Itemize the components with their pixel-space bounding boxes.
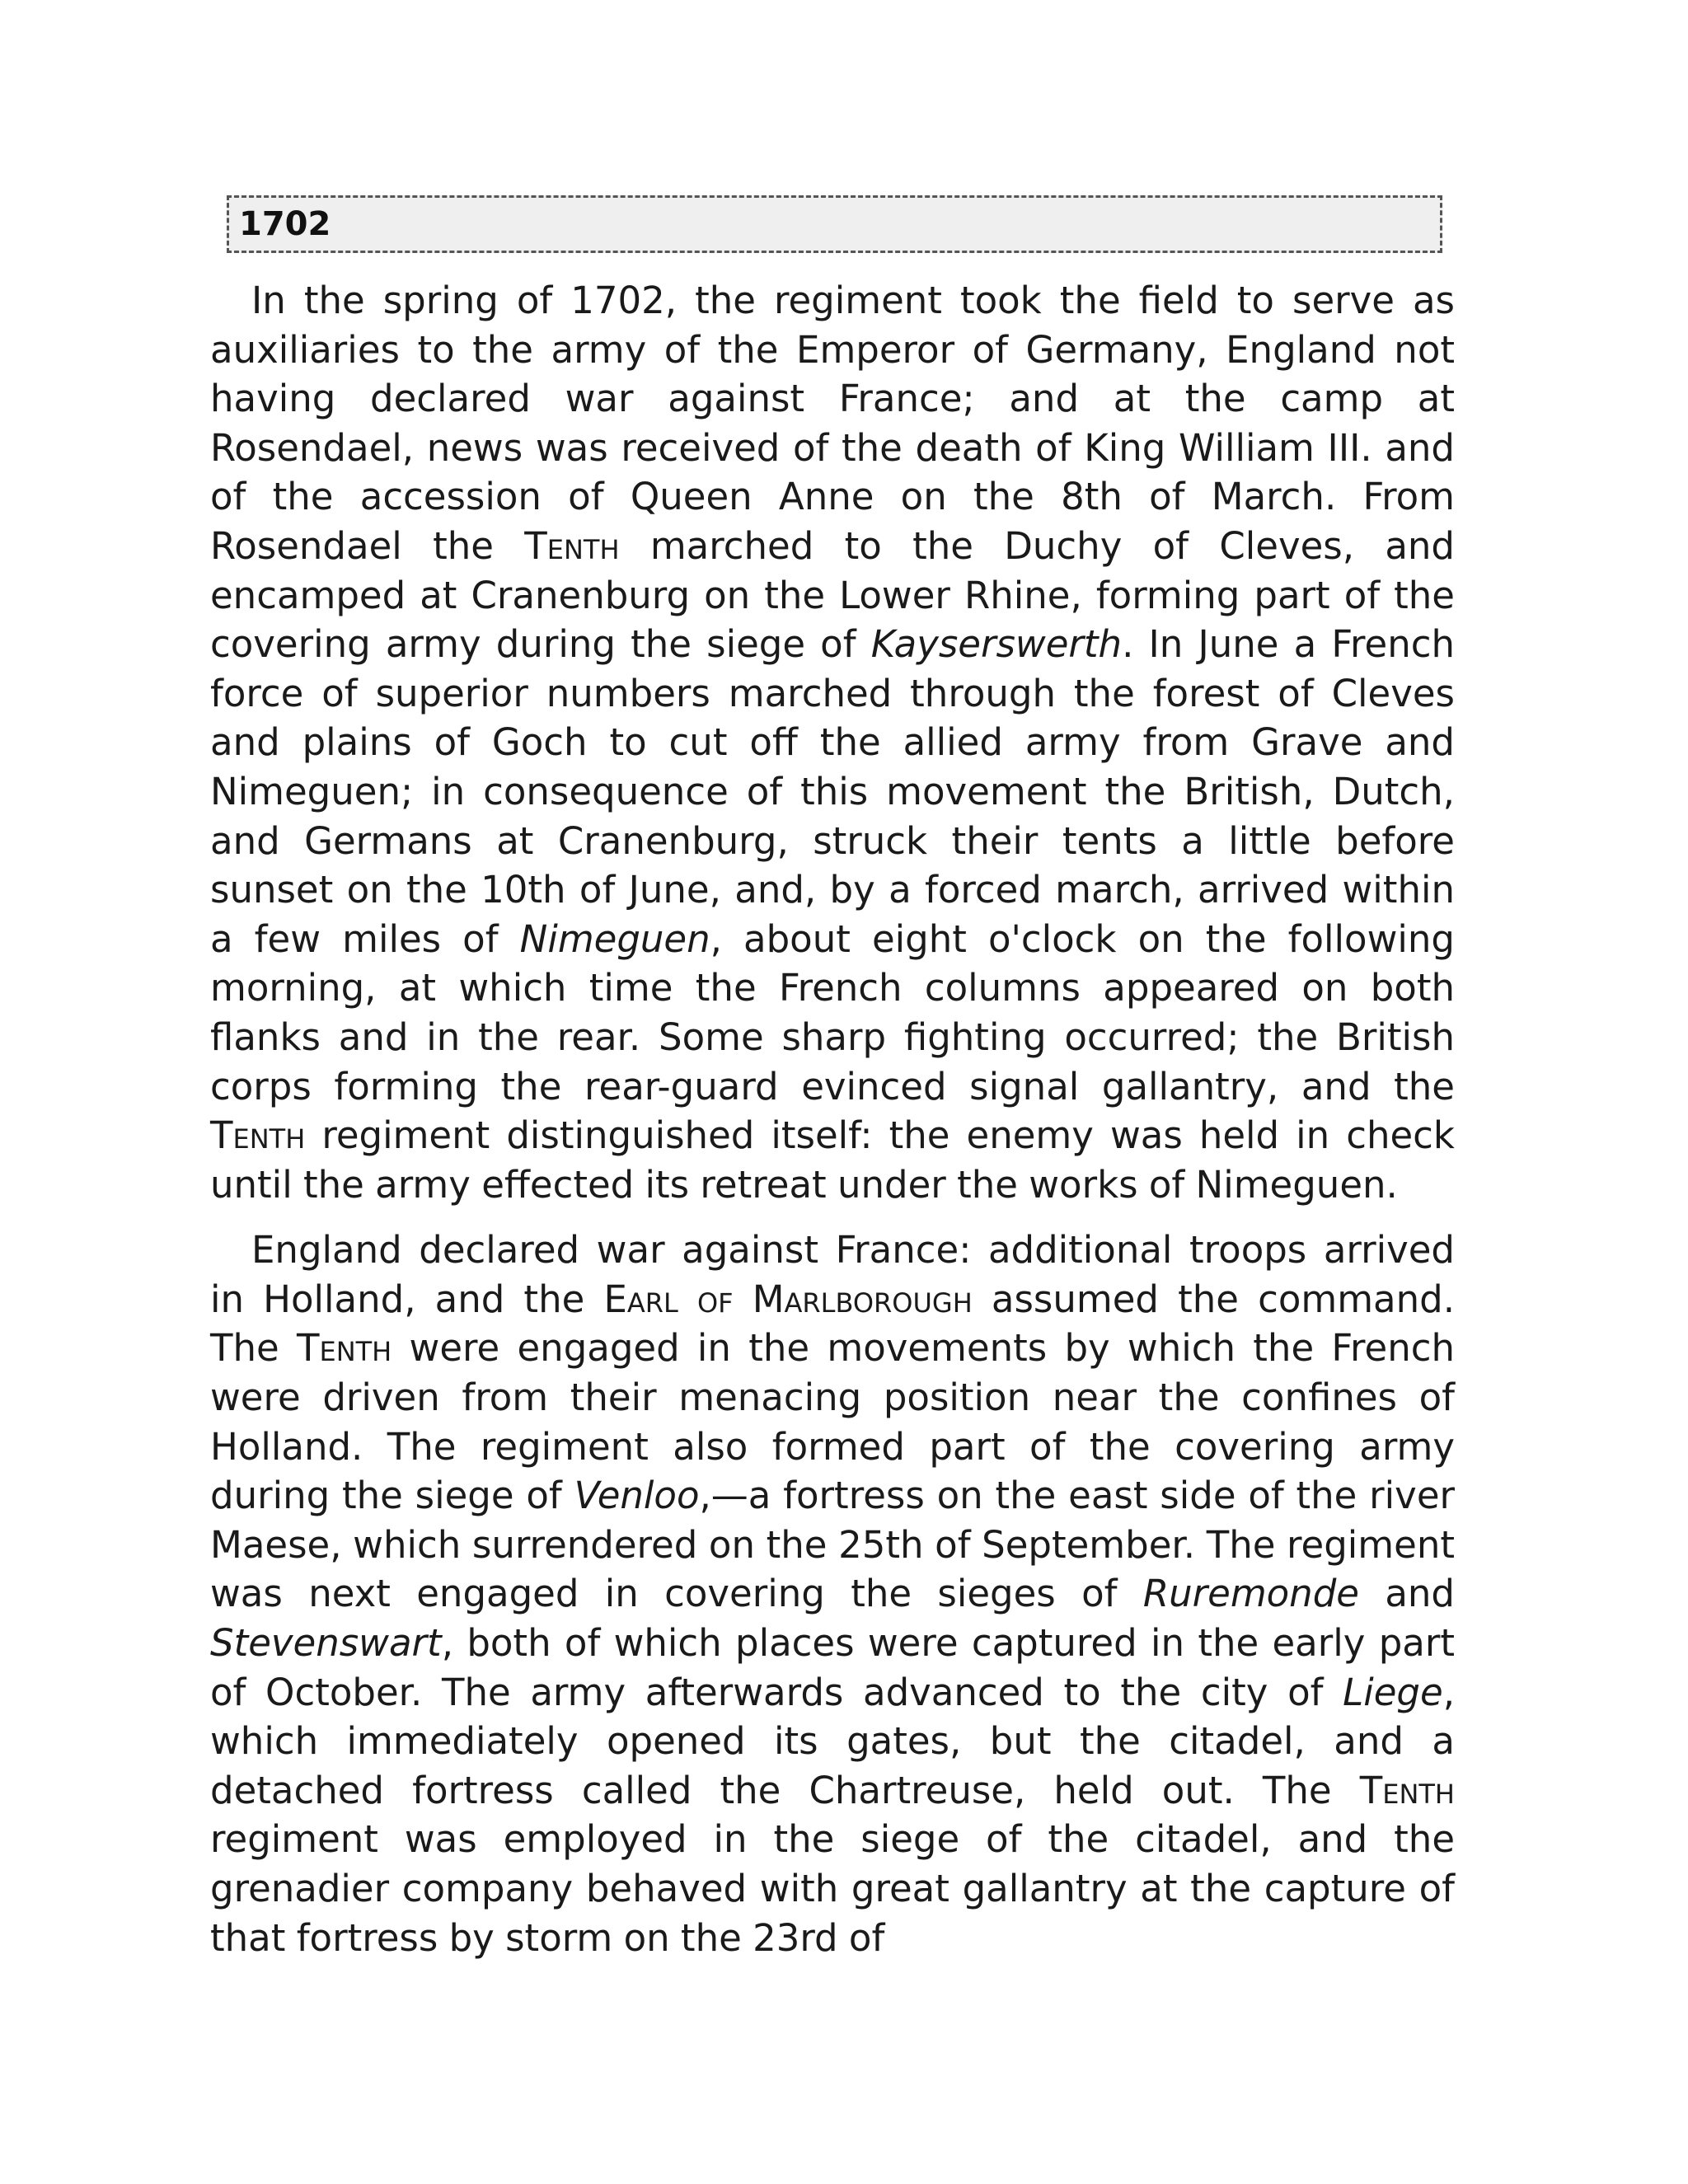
small-caps-run: Earl of Marlborough	[603, 1277, 973, 1321]
text-run: , both of which places were captured in the early part of October. The army afterwards advanced to the city of	[210, 1621, 1455, 1714]
italic-run: Stevenswart	[210, 1621, 442, 1666]
italic-run: Venloo	[574, 1474, 700, 1518]
text-run: regiment was employed in the siege of the citadel, and the grenadier company behaved with great gallantry at the capture of that fortress by storm on the 23rd of	[210, 1817, 1455, 1960]
text-run: assumed the command. The	[210, 1277, 1456, 1371]
text-run: England declared war against France: additional troops arrived in Holland, and the	[210, 1228, 1455, 1321]
paragraph-1	[210, 276, 1455, 1209]
small-caps-run: Tenth	[210, 1113, 306, 1158]
italic-run: Nimeguen	[519, 916, 710, 961]
small-caps-run: Tenth	[296, 1326, 392, 1371]
text-run: regiment distinguished itself: the enemy was held in check until the army effected its retreat under the works of Nimeguen.	[210, 1113, 1455, 1207]
document-body	[210, 276, 1455, 1979]
text-run: marched to the Duchy of Cleves, and encamped at Cranenburg on the Lower Rhine, forming part of the covering army during the siege of	[210, 523, 1455, 667]
italic-run: Liege	[1343, 1670, 1443, 1714]
section-heading-box	[227, 195, 1442, 253]
italic-run: Ruremonde	[1142, 1572, 1359, 1616]
text-run: . In June a French force of superior numbers marched through the forest of Cleves and plains of Goch to cut off the allied army from Grave and Nimeguen; in consequence of this movement the British, Dutch, and Germans at Cranenburg, struck their tents a little before sunset on the 10th of June, and, by a forced march, arrived within a few miles of	[210, 622, 1455, 961]
text-run: In the spring of 1702, the regiment took the field to serve as auxiliaries to the army of the Emperor of Germany, England not having declared war against France; and at the camp at Rosendael, news was received of the death of King William III. and of the accession of Queen Anne on the 8th of March. From Rosendael the	[210, 279, 1455, 568]
paragraph-2	[210, 1226, 1455, 1962]
italic-run: Kayserswerth	[870, 622, 1123, 667]
small-caps-run: Tenth	[1359, 1768, 1455, 1812]
text-run: and	[1358, 1572, 1455, 1616]
text-run: ,—a fortress on the east side of the river Maese, which surrendered on the 25th of September. The regiment was next engaged in covering the sieges of	[210, 1474, 1456, 1616]
section-year-heading: 1702	[239, 205, 331, 243]
text-run: were engaged in the movements by which the French were driven from their menacing position near the confines of Holland. The regiment also formed part of the covering army during the siege of	[210, 1326, 1456, 1518]
text-run: , about eight o'clock on the following morning, at which time the French columns appeared on both flanks and in the rear. Some sharp fighting occurred; the British corps forming the rear-guard evinced signal gallantry, and the	[210, 916, 1455, 1108]
small-caps-run: Tenth	[524, 523, 620, 568]
text-run: , which immediately opened its gates, but the citadel, and a detached fortress called the Chartreuse, held out. The	[210, 1670, 1455, 1812]
